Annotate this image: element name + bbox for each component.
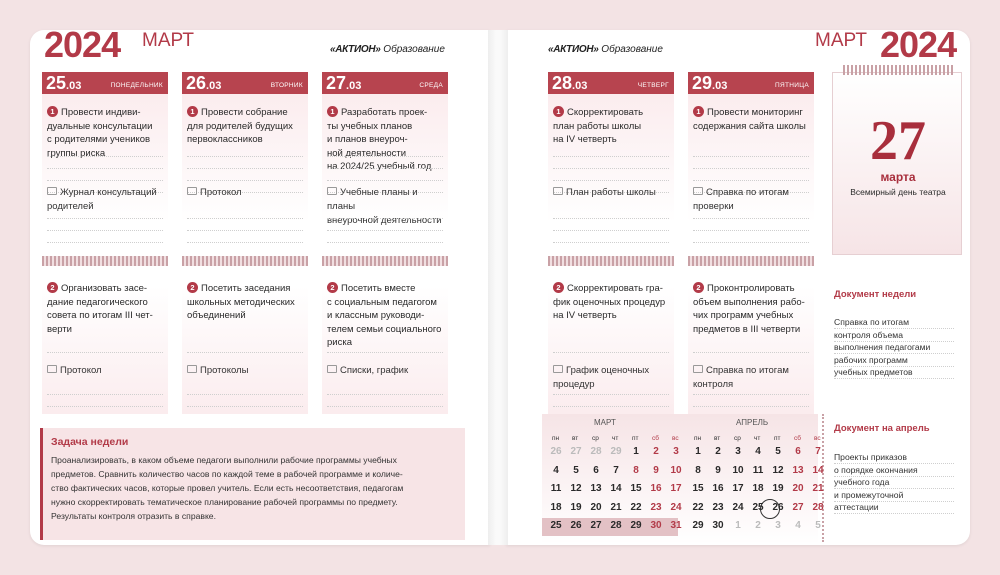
spiral-binding (182, 256, 308, 266)
weekday-abbr: пт (774, 435, 781, 442)
year-left: 2024 (44, 24, 121, 65)
ruled-line (187, 218, 303, 219)
ruled-line (187, 180, 303, 181)
task-week-title: Задача недели (51, 436, 129, 448)
ruled-line (834, 378, 954, 379)
calendar-day[interactable]: 22 (630, 501, 642, 513)
calendar-day[interactable]: 1 (695, 446, 701, 457)
calendar-day[interactable]: 26 (772, 501, 784, 513)
doc-week-title: Документ недели (834, 289, 917, 300)
day-number: 29.03 (692, 73, 728, 93)
calendar-day[interactable]: 21 (812, 483, 824, 494)
ruled-line (693, 394, 809, 395)
weekday-abbr: вт (714, 435, 721, 442)
ruled-line (47, 352, 163, 353)
task-document: Учебные планы и планы внеурочной деятельности (327, 187, 442, 226)
gutter (488, 30, 508, 545)
ruled-line (693, 218, 809, 219)
calendar-day[interactable]: 18 (550, 501, 562, 513)
ruled-line (553, 156, 669, 157)
task-item: 2 Скорректировать гра- фик оценочных процедур на IV четверть (553, 283, 666, 321)
ruled-line (553, 242, 669, 243)
calendar-day[interactable]: 20 (590, 501, 602, 513)
ruled-line (327, 230, 443, 231)
calendar-day[interactable]: 3 (735, 446, 741, 457)
task-number-badge: 1 (47, 106, 58, 117)
big-date-card (832, 72, 962, 255)
calendar-month-title: МАРТ (594, 418, 616, 427)
doc-text-line: аттестации (834, 502, 879, 512)
document-icon (327, 365, 337, 373)
spiral-ring (843, 65, 953, 75)
calendar-day[interactable]: 31 (670, 520, 682, 531)
task-item: 2 Посетить вместе с социальным педагогом и классным руководи- телем семьи социального риска (327, 283, 442, 348)
weekday-abbr: чт (754, 435, 761, 442)
weekday-abbr: пн (552, 435, 560, 442)
ruled-line (553, 394, 669, 395)
calendar-day[interactable]: 13 (792, 464, 804, 476)
ruled-line (834, 513, 954, 514)
calendar-day[interactable]: 29 (630, 520, 642, 531)
task-of-week (40, 428, 465, 540)
day-header (182, 72, 308, 94)
calendar-day[interactable]: 23 (650, 501, 662, 513)
doc-text-line: контроля объема (834, 329, 903, 340)
calendar-day[interactable]: 14 (812, 464, 824, 476)
calendar-day[interactable]: 28 (590, 446, 602, 457)
ruled-line (47, 156, 163, 157)
weekday-abbr: ср (734, 435, 741, 442)
ruled-line (693, 230, 809, 231)
doc-text-line: Проекты приказов (834, 452, 907, 462)
task-document: Протокол (187, 186, 305, 200)
doc-text-line: учебного года (834, 477, 890, 487)
document-icon (693, 365, 703, 373)
task-number-badge: 1 (187, 106, 198, 117)
weekday-abbr: ср (592, 435, 599, 442)
task-number-badge: 1 (693, 106, 704, 117)
document-icon (553, 365, 563, 373)
calendar-day[interactable]: 21 (610, 501, 622, 513)
calendar-day[interactable]: 14 (610, 483, 622, 494)
day-number: 26.03 (186, 73, 222, 93)
ruled-line (553, 180, 669, 181)
calendar-day[interactable]: 2 (755, 520, 761, 531)
calendar-day[interactable]: 17 (732, 483, 744, 494)
task-item: 1 Провести мониторинг содержания сайта школы (693, 107, 806, 132)
calendar-day[interactable]: 25 (752, 501, 764, 513)
calendar-day[interactable]: 30 (650, 520, 662, 531)
calendar-day[interactable]: 22 (692, 501, 704, 513)
task-number-badge: 2 (327, 282, 338, 293)
brand-name: «АКТИОН» (330, 44, 381, 55)
ruled-line (693, 406, 809, 407)
calendar-day[interactable]: 11 (550, 483, 562, 494)
calendar-day[interactable]: 8 (695, 464, 701, 476)
calendar-day[interactable]: 2 (653, 446, 659, 457)
ruled-line (693, 180, 809, 181)
ruled-line (47, 230, 163, 231)
calendar-day[interactable]: 19 (772, 483, 784, 494)
task-item: 1 Провести индиви- дуальные консультации с родителями учеников группы риска (47, 107, 153, 159)
doc-text-line: и промежуточной (834, 489, 904, 500)
calendar-day[interactable]: 5 (573, 464, 579, 476)
month-left: МАРТ (142, 30, 194, 51)
calendar-day[interactable]: 1 (633, 446, 639, 457)
calendar-day[interactable]: 6 (795, 446, 801, 457)
calendar-day[interactable]: 4 (553, 464, 559, 476)
ruled-line (327, 218, 443, 219)
calendar-day[interactable]: 3 (775, 520, 781, 531)
calendar-day[interactable]: 11 (752, 464, 764, 476)
calendar-day[interactable]: 16 (650, 483, 662, 494)
ruled-line (47, 394, 163, 395)
ruled-line (187, 230, 303, 231)
month-right: МАРТ (815, 30, 867, 51)
calendar-day[interactable]: 18 (752, 483, 764, 494)
ruled-line (327, 394, 443, 395)
calendar-day[interactable]: 23 (712, 501, 724, 513)
doc-text-line: о порядке окончания (834, 464, 918, 475)
document-icon (693, 187, 703, 195)
task-document: Протоколы (187, 364, 305, 378)
task-number-badge: 1 (553, 106, 564, 117)
calendar-day[interactable]: 3 (673, 446, 679, 457)
doc-text-line: учебных предметов (834, 367, 913, 377)
calendar-day[interactable]: 7 (815, 446, 821, 457)
calendar-day[interactable]: 15 (630, 483, 642, 494)
ruled-line (187, 168, 303, 169)
ruled-line (187, 156, 303, 157)
task-number-badge: 2 (693, 282, 704, 293)
day-number: 27.03 (326, 73, 362, 93)
weekday-label: ПОНЕДЕЛЬНИК (110, 82, 163, 89)
calendar-day[interactable]: 27 (570, 446, 582, 457)
doc-text-line: рабочих программ (834, 354, 908, 365)
calendar-day[interactable]: 10 (732, 464, 744, 476)
ruled-line (553, 218, 669, 219)
spiral-binding (688, 256, 814, 266)
task-item: 2 Организовать засе- дание педагогического совета по итогам III чет- верти (47, 283, 153, 335)
ruled-line (693, 242, 809, 243)
day-header (42, 72, 168, 94)
spiral-binding (322, 256, 448, 266)
calendar-day[interactable]: 9 (653, 464, 659, 476)
calendar-day[interactable]: 27 (590, 520, 602, 531)
ruled-line (553, 168, 669, 169)
calendar-day[interactable]: 16 (712, 483, 724, 494)
brand-name: «АКТИОН» (548, 44, 599, 55)
ruled-line (187, 394, 303, 395)
calendar-day[interactable]: 4 (795, 520, 801, 531)
task-number-badge: 2 (187, 282, 198, 293)
calendar-day[interactable]: 29 (692, 520, 704, 531)
brand-sub: Образование (601, 44, 663, 55)
brand-sub: Образование (383, 44, 445, 55)
calendar-day[interactable]: 10 (670, 464, 682, 476)
day-number: 28.03 (552, 73, 588, 93)
task-document: План работы школы (553, 186, 671, 200)
document-icon (187, 187, 197, 195)
ruled-line (327, 242, 443, 243)
calendar-day[interactable]: 27 (792, 501, 804, 513)
day-column (322, 72, 448, 376)
calendar-day[interactable]: 5 (815, 520, 821, 531)
big-date-event: Всемирный день театра (850, 187, 946, 197)
ruled-line (553, 230, 669, 231)
calendar-day[interactable]: 2 (715, 446, 721, 457)
ruled-line (327, 352, 443, 353)
calendar-day[interactable]: 15 (692, 483, 704, 494)
document-icon (47, 365, 57, 373)
calendar-day[interactable]: 12 (772, 464, 784, 476)
calendar-day[interactable]: 9 (715, 464, 721, 476)
document-icon (553, 187, 563, 195)
weekday-abbr: пн (694, 435, 702, 442)
ruled-line (327, 168, 443, 169)
document-icon (327, 187, 337, 195)
calendar-day[interactable]: 7 (613, 464, 619, 476)
big-date-day: 27 (870, 110, 926, 172)
weekday-abbr: сб (794, 435, 801, 442)
ruled-line (47, 406, 163, 407)
ruled-line (327, 406, 443, 407)
document-icon (187, 365, 197, 373)
year-right: 2024 (880, 24, 957, 65)
ruled-line (553, 352, 669, 353)
calendar-day[interactable]: 13 (590, 483, 602, 494)
calendar-day[interactable]: 1 (735, 520, 741, 531)
weekday-abbr: вс (672, 435, 679, 442)
calendar-day[interactable]: 30 (712, 520, 724, 531)
calendar-day[interactable]: 6 (593, 464, 599, 476)
ruled-line (47, 168, 163, 169)
task-number-badge: 2 (47, 282, 58, 293)
weekday-label: СРЕДА (419, 82, 443, 89)
task-item: 1 Скорректировать план работы школы на IV четверть (553, 107, 644, 145)
ruled-line (187, 352, 303, 353)
ruled-line (47, 242, 163, 243)
day-number: 25.03 (46, 73, 82, 93)
doc-text-line: выполнения педагогами (834, 342, 931, 352)
task-document: Справка по итогам контроля (693, 365, 789, 390)
doc-april-title: Документ на апрель (834, 423, 930, 434)
day-column (688, 72, 814, 390)
ruled-line (693, 352, 809, 353)
brand-right (548, 44, 663, 55)
day-column (182, 72, 308, 376)
ruled-line (327, 180, 443, 181)
task-document: Протокол (47, 364, 165, 378)
ruled-line (187, 242, 303, 243)
task-item: 2 Проконтролировать объем выполнения рабо- чих программ учебных предметов в III четверти (693, 283, 805, 335)
spiral-binding (548, 256, 674, 266)
task-item: 1 Провести собрание для родителей будущих первоклассников (187, 107, 293, 145)
ruled-line (47, 180, 163, 181)
day-header (548, 72, 674, 94)
document-icon (47, 187, 57, 195)
day-column (42, 72, 168, 376)
calendar-day[interactable]: 24 (670, 501, 682, 513)
weekday-abbr: вт (572, 435, 579, 442)
calendar-day[interactable]: 24 (732, 501, 744, 513)
calendar-day[interactable]: 19 (570, 501, 582, 513)
task-item: 1 Разработать проек- ты учебных планов и планов внеуроч- ной деятельности на 2024/25 учебный год (327, 107, 432, 172)
ruled-line (47, 218, 163, 219)
calendar-day[interactable]: 29 (610, 446, 622, 457)
task-number-badge: 2 (553, 282, 564, 293)
weekday-label: ВТОРНИК (270, 82, 303, 89)
task-document: График оценочных процедур (553, 365, 650, 390)
spiral-binding (42, 256, 168, 266)
weekday-abbr: сб (652, 435, 659, 442)
calendar-day[interactable]: 5 (775, 446, 781, 457)
day-header (322, 72, 448, 94)
task-item: 2 Посетить заседания школьных методических объединений (187, 283, 295, 321)
calendar-day[interactable]: 4 (755, 446, 761, 457)
weekday-abbr: чт (612, 435, 619, 442)
calendar-day[interactable]: 26 (570, 520, 582, 531)
day-header (688, 72, 814, 94)
calendar-day[interactable]: 17 (670, 483, 682, 494)
ruled-line (693, 168, 809, 169)
task-number-badge: 1 (327, 106, 338, 117)
task-week-text: Проанализировать, в каком объеме педагоги выполнили рабочие программы учебных предметов. Сравнить количество часов по каждой теме в рабочей программе и количе- ство фактических часов, которые провел учитель. Если есть несоответствия, педагогам нужно скорректировать тематическое планирование рабочей программы по предмету. Результаты контроля отразить в справке. (51, 455, 404, 521)
weekday-abbr: вс (814, 435, 821, 442)
big-date-month: марта (880, 170, 916, 184)
weekday-label: ПЯТНИЦА (775, 82, 809, 89)
calendar-day[interactable]: 12 (570, 483, 582, 494)
task-document: Списки, график (327, 364, 445, 378)
day-column (548, 72, 674, 390)
calendar-day[interactable]: 20 (792, 483, 804, 494)
calendar-day[interactable]: 28 (610, 520, 622, 531)
ruled-line (693, 156, 809, 157)
weekday-label: ЧЕТВЕРГ (637, 82, 669, 89)
ruled-line (187, 406, 303, 407)
task-document: Справка по итогам проверки (693, 187, 789, 212)
calendar-month-title: АПРЕЛЬ (736, 418, 769, 427)
ruled-line (327, 156, 443, 157)
task-document: Журнал консультаций родителей (47, 187, 157, 212)
ruled-line (553, 406, 669, 407)
brand-left (330, 44, 445, 55)
calendar-day[interactable]: 8 (633, 464, 639, 476)
weekday-abbr: пт (632, 435, 639, 442)
calendar-day[interactable]: 26 (550, 446, 562, 457)
calendar-day[interactable]: 25 (550, 520, 562, 531)
calendar-day[interactable]: 28 (812, 501, 824, 513)
doc-text-line: Справка по итогам (834, 317, 909, 327)
